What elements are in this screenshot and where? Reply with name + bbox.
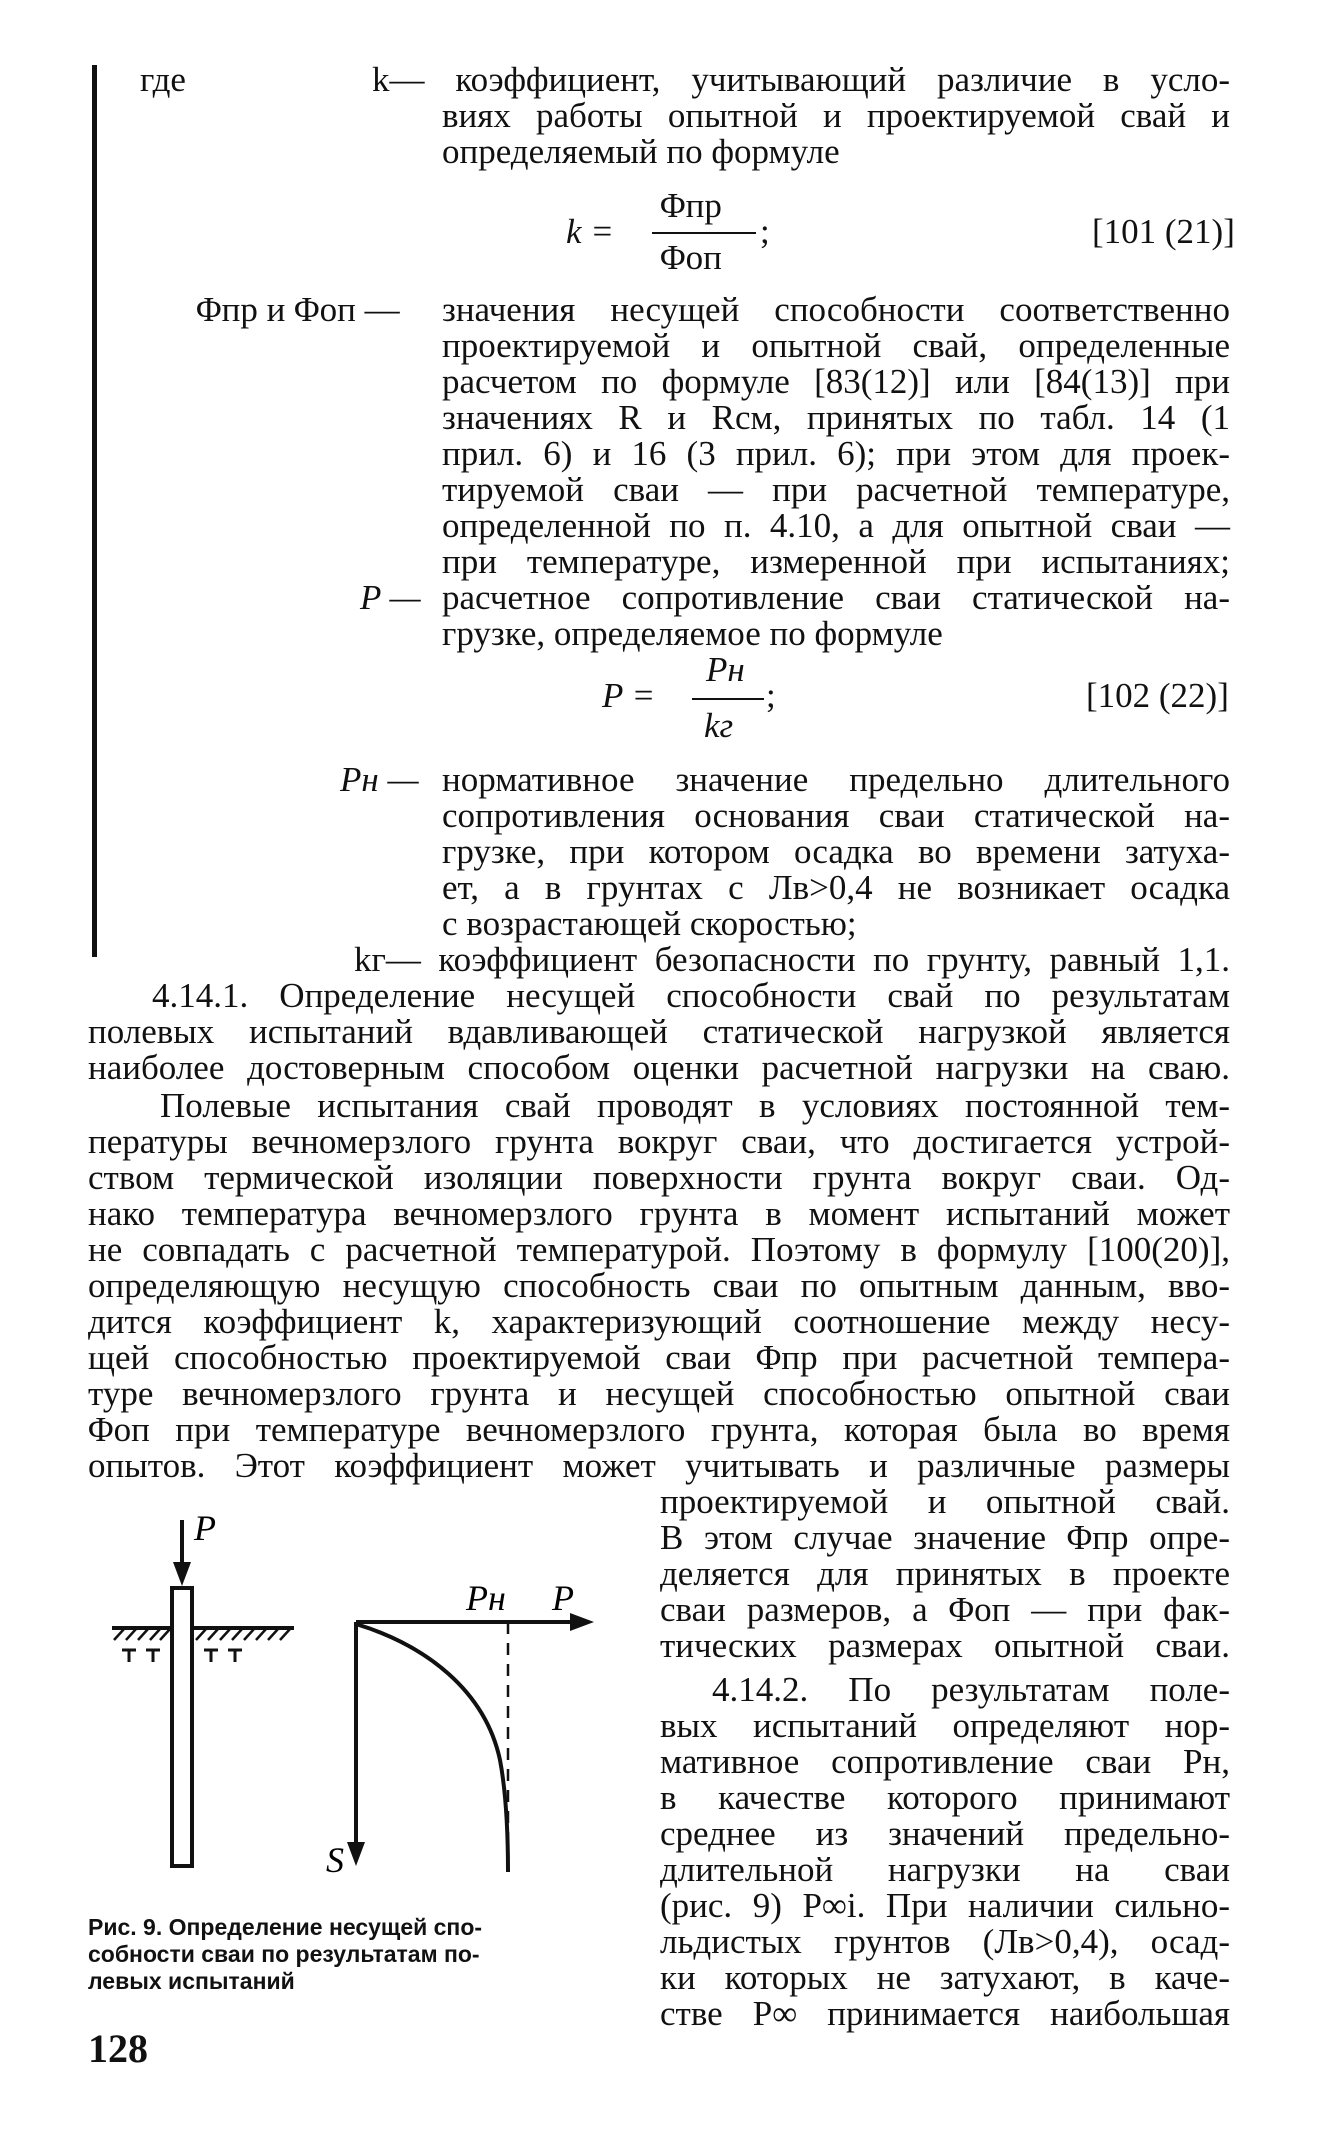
- figure-caption-line-2: собности сваи по результатам по-: [88, 1941, 480, 1967]
- field-para-line-11: опытов. Этот коэффициент может учитывать и различные размеры: [88, 1446, 1230, 1485]
- right-col-line-15: стве P∞ принимается наибольшая: [660, 1994, 1230, 2033]
- margin-rule: [92, 65, 97, 957]
- field-para-line-1: Полевые испытания свай проводят в условиях постоянной тем-: [160, 1086, 1230, 1125]
- right-col-line-3: деляется для принятых в проекте: [660, 1554, 1230, 1593]
- phi-line-4: значениях R и Rсм, принятых по табл. 14 (1: [442, 398, 1230, 437]
- figure-caption-line-3: левых испытаний: [88, 1968, 295, 1994]
- p-line-2: грузке, определяемое по формуле: [442, 614, 943, 653]
- pn-label-figure: Pн: [466, 1578, 506, 1618]
- pn-line-1: нормативное значение предельно длительного: [442, 760, 1230, 799]
- pile-load-arrow-head: [173, 1562, 191, 1586]
- field-para-line-6: определяющую несущую способность сваи по опытным данным, вво-: [88, 1266, 1230, 1305]
- field-para-line-4: нако температура вечномерзлого грунта в момент испытаний может: [88, 1194, 1230, 1233]
- right-col-line-1: проектируемой и опытной свай.: [660, 1482, 1230, 1521]
- phi-line-7: определенной по п. 4.10, а для опытной сваи —: [442, 506, 1230, 545]
- section-4141-line-3: наиболее достоверным способом оценки расчетной нагрузки на сваю.: [88, 1048, 1230, 1087]
- section-4141-line-1: 4.14.1. Определение несущей способности свай по результатам: [152, 976, 1230, 1015]
- right-col-line-6: 4.14.2. По результатам поле-: [712, 1670, 1230, 1709]
- k-def-line-1: k— коэффициент, учитывающий различие в усло-: [372, 60, 1230, 99]
- phi-line-8: при температуре, измеренной при испытаниях;: [442, 542, 1230, 581]
- right-col-line-8: мативное сопротивление сваи Pн,: [660, 1742, 1230, 1781]
- figure-caption-line-1: Рис. 9. Определение несущей спо-: [88, 1914, 483, 1940]
- pn-label: Pн —: [340, 760, 419, 799]
- where-word: где: [140, 60, 186, 99]
- fraction-bar: [692, 698, 764, 700]
- kg-line: kг— коэффициент безопасности по грунту, равный 1,1.: [354, 940, 1230, 979]
- field-para-line-3: ством термической изоляции поверхности грунта вокруг сваи. Од-: [88, 1158, 1230, 1197]
- field-para-line-5: не совпадать с расчетной температурой. Поэтому в формулу [100(20)],: [88, 1230, 1230, 1269]
- right-col-line-4: сваи размеров, а Φоп — при фак-: [660, 1590, 1230, 1629]
- phi-line-3: расчетом по формуле [83(12)] или [84(13)] при: [442, 362, 1230, 401]
- p-line-1: расчетное сопротивление сваи статической на-: [442, 578, 1230, 617]
- ground-hatching: [114, 1629, 290, 1640]
- k-def-line-3: определяемый по формуле: [442, 132, 840, 171]
- formula-102-lhs: P =: [602, 676, 656, 715]
- pile-load-label: P: [194, 1508, 216, 1548]
- field-para-line-10: Φоп при температуре вечномерзлого грунта, которая была во время: [88, 1410, 1230, 1449]
- p-axis-label: P: [552, 1578, 574, 1618]
- formula-101-denominator: Φоп: [660, 238, 722, 277]
- right-col-line-12: (рис. 9) P∞i. При наличии сильно-: [660, 1886, 1230, 1925]
- formula-102-numerator: Pн: [706, 650, 745, 689]
- phi-line-5: прил. 6) и 16 (3 прил. 6); при этом для проек-: [442, 434, 1230, 473]
- pn-line-4: ет, а в грунтах с Лв>0,4 не возникает осадка: [442, 868, 1230, 907]
- formula-101-numerator: Φпр: [660, 186, 722, 225]
- figure-9-diagram: [100, 1500, 620, 1880]
- right-col-line-10: среднее из значений предельно-: [660, 1814, 1230, 1853]
- field-para-line-2: пературы вечномерзлого грунта вокруг сваи, что достигается устрой-: [88, 1122, 1230, 1161]
- phi-line-6: тируемой сваи — при расчетной температуре,: [442, 470, 1230, 509]
- phi-label: Φпр и Φоп —: [196, 290, 400, 329]
- k-def-line-2: виях работы опытной и проектируемой свай и: [442, 96, 1230, 135]
- s-axis-label: S: [326, 1840, 344, 1880]
- load-settlement-curve: [356, 1624, 508, 1872]
- fraction-bar: [652, 232, 756, 234]
- section-4141-line-2: полевых испытаний вдавливающей статической нагрузкой является: [88, 1012, 1230, 1051]
- right-col-line-11: длительной нагрузки на сваи: [660, 1850, 1230, 1889]
- s-axis-arrowhead: [347, 1842, 365, 1866]
- formula-101-semicolon: ;: [760, 212, 770, 251]
- field-para-line-8: щей способностью проектируемой сваи Φпр при расчетной темпера-: [88, 1338, 1230, 1377]
- pile: [172, 1588, 192, 1866]
- field-para-line-7: дится коэффициент k, характеризующий соотношение между несу-: [88, 1302, 1230, 1341]
- field-para-line-9: туре вечномерзлого грунта и несущей способностью опытной сваи: [88, 1374, 1230, 1413]
- formula-102-ref: [102 (22)]: [1086, 676, 1229, 715]
- right-col-line-14: ки которых не затухают, в каче-: [660, 1958, 1230, 1997]
- page-number: 128: [88, 2026, 148, 2071]
- formula-101-ref: [101 (21)]: [1092, 212, 1235, 251]
- phi-line-1: значения несущей способности соответственно: [442, 290, 1230, 329]
- pn-line-5: с возрастающей скоростью;: [442, 904, 857, 943]
- formula-101-lhs: k =: [566, 212, 614, 251]
- p-label: P —: [360, 578, 421, 617]
- phi-line-2: проектируемой и опытной свай, определенные: [442, 326, 1230, 365]
- right-col-line-9: в качестве которого принимают: [660, 1778, 1230, 1817]
- formula-102-denominator: kг: [704, 706, 734, 745]
- pn-line-3: грузке, при котором осадка во времени затуха-: [442, 832, 1230, 871]
- right-col-line-5: тических размерах опытной сваи.: [660, 1626, 1230, 1665]
- right-col-line-7: вых испытаний определяют нор-: [660, 1706, 1230, 1745]
- pn-line-2: сопротивления основания сваи статической на-: [442, 796, 1230, 835]
- right-col-line-13: льдистых грунтов (Лв>0,4), осад-: [660, 1922, 1230, 1961]
- formula-102-semicolon: ;: [766, 676, 776, 715]
- right-col-line-2: В этом случае значение Φпр опре-: [660, 1518, 1230, 1557]
